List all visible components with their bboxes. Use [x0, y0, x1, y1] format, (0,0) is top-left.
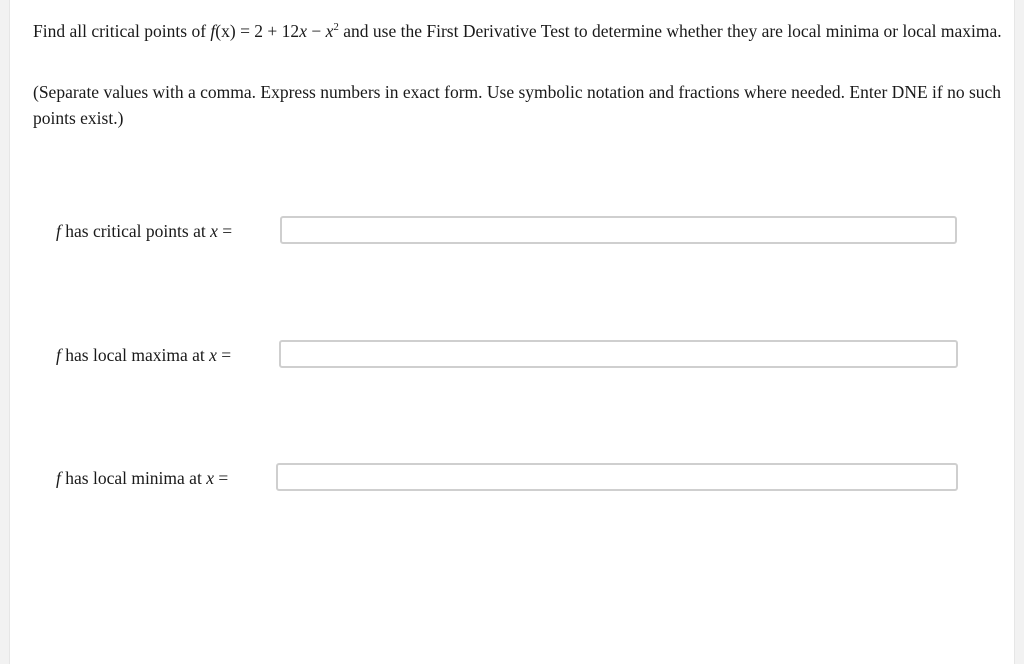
question-prefix: Find all critical points of: [33, 21, 211, 41]
local-minima-label-text: has local minima at: [60, 467, 207, 488]
critical-points-x: x: [210, 220, 218, 241]
question-page: [9, 0, 1015, 664]
function-minus: −: [306, 21, 326, 41]
function-var-x-squared: x: [325, 21, 334, 41]
critical-points-input[interactable]: [280, 216, 957, 244]
local-maxima-f: f: [56, 344, 61, 365]
critical-points-label-text: has critical points at: [60, 220, 211, 241]
local-maxima-label-text: has local maxima at: [60, 344, 210, 365]
local-maxima-label: [56, 345, 231, 366]
function-name: f: [210, 21, 216, 41]
function-arg: (x): [215, 21, 236, 41]
local-maxima-row: [56, 339, 231, 371]
local-maxima-x: x: [209, 344, 217, 365]
critical-points-row: [56, 215, 232, 247]
local-maxima-eq: =: [216, 344, 232, 365]
critical-points-f: f: [56, 220, 61, 241]
function-equals: = 2 + 12: [235, 21, 300, 41]
local-minima-input[interactable]: [276, 463, 958, 491]
instructions-text: (Separate values with a comma. Express numbers in exact form. Use symbolic notation and fractions where needed. Enter DNE if no such points exist.): [33, 82, 1002, 128]
critical-points-eq: =: [217, 220, 233, 241]
local-minima-row: [56, 462, 228, 494]
local-minima-eq: =: [213, 467, 229, 488]
critical-points-label: [56, 221, 232, 242]
function-exponent: 2: [333, 21, 339, 33]
function-var-x: x: [299, 21, 307, 41]
local-maxima-input[interactable]: [279, 340, 958, 368]
question-text: [33, 14, 1008, 44]
local-minima-label: [56, 468, 228, 489]
local-minima-f: f: [56, 467, 61, 488]
question-suffix: and use the First Derivative Test to determine whether they are local minima or local maxima.: [338, 21, 1002, 41]
local-minima-x: x: [206, 467, 214, 488]
